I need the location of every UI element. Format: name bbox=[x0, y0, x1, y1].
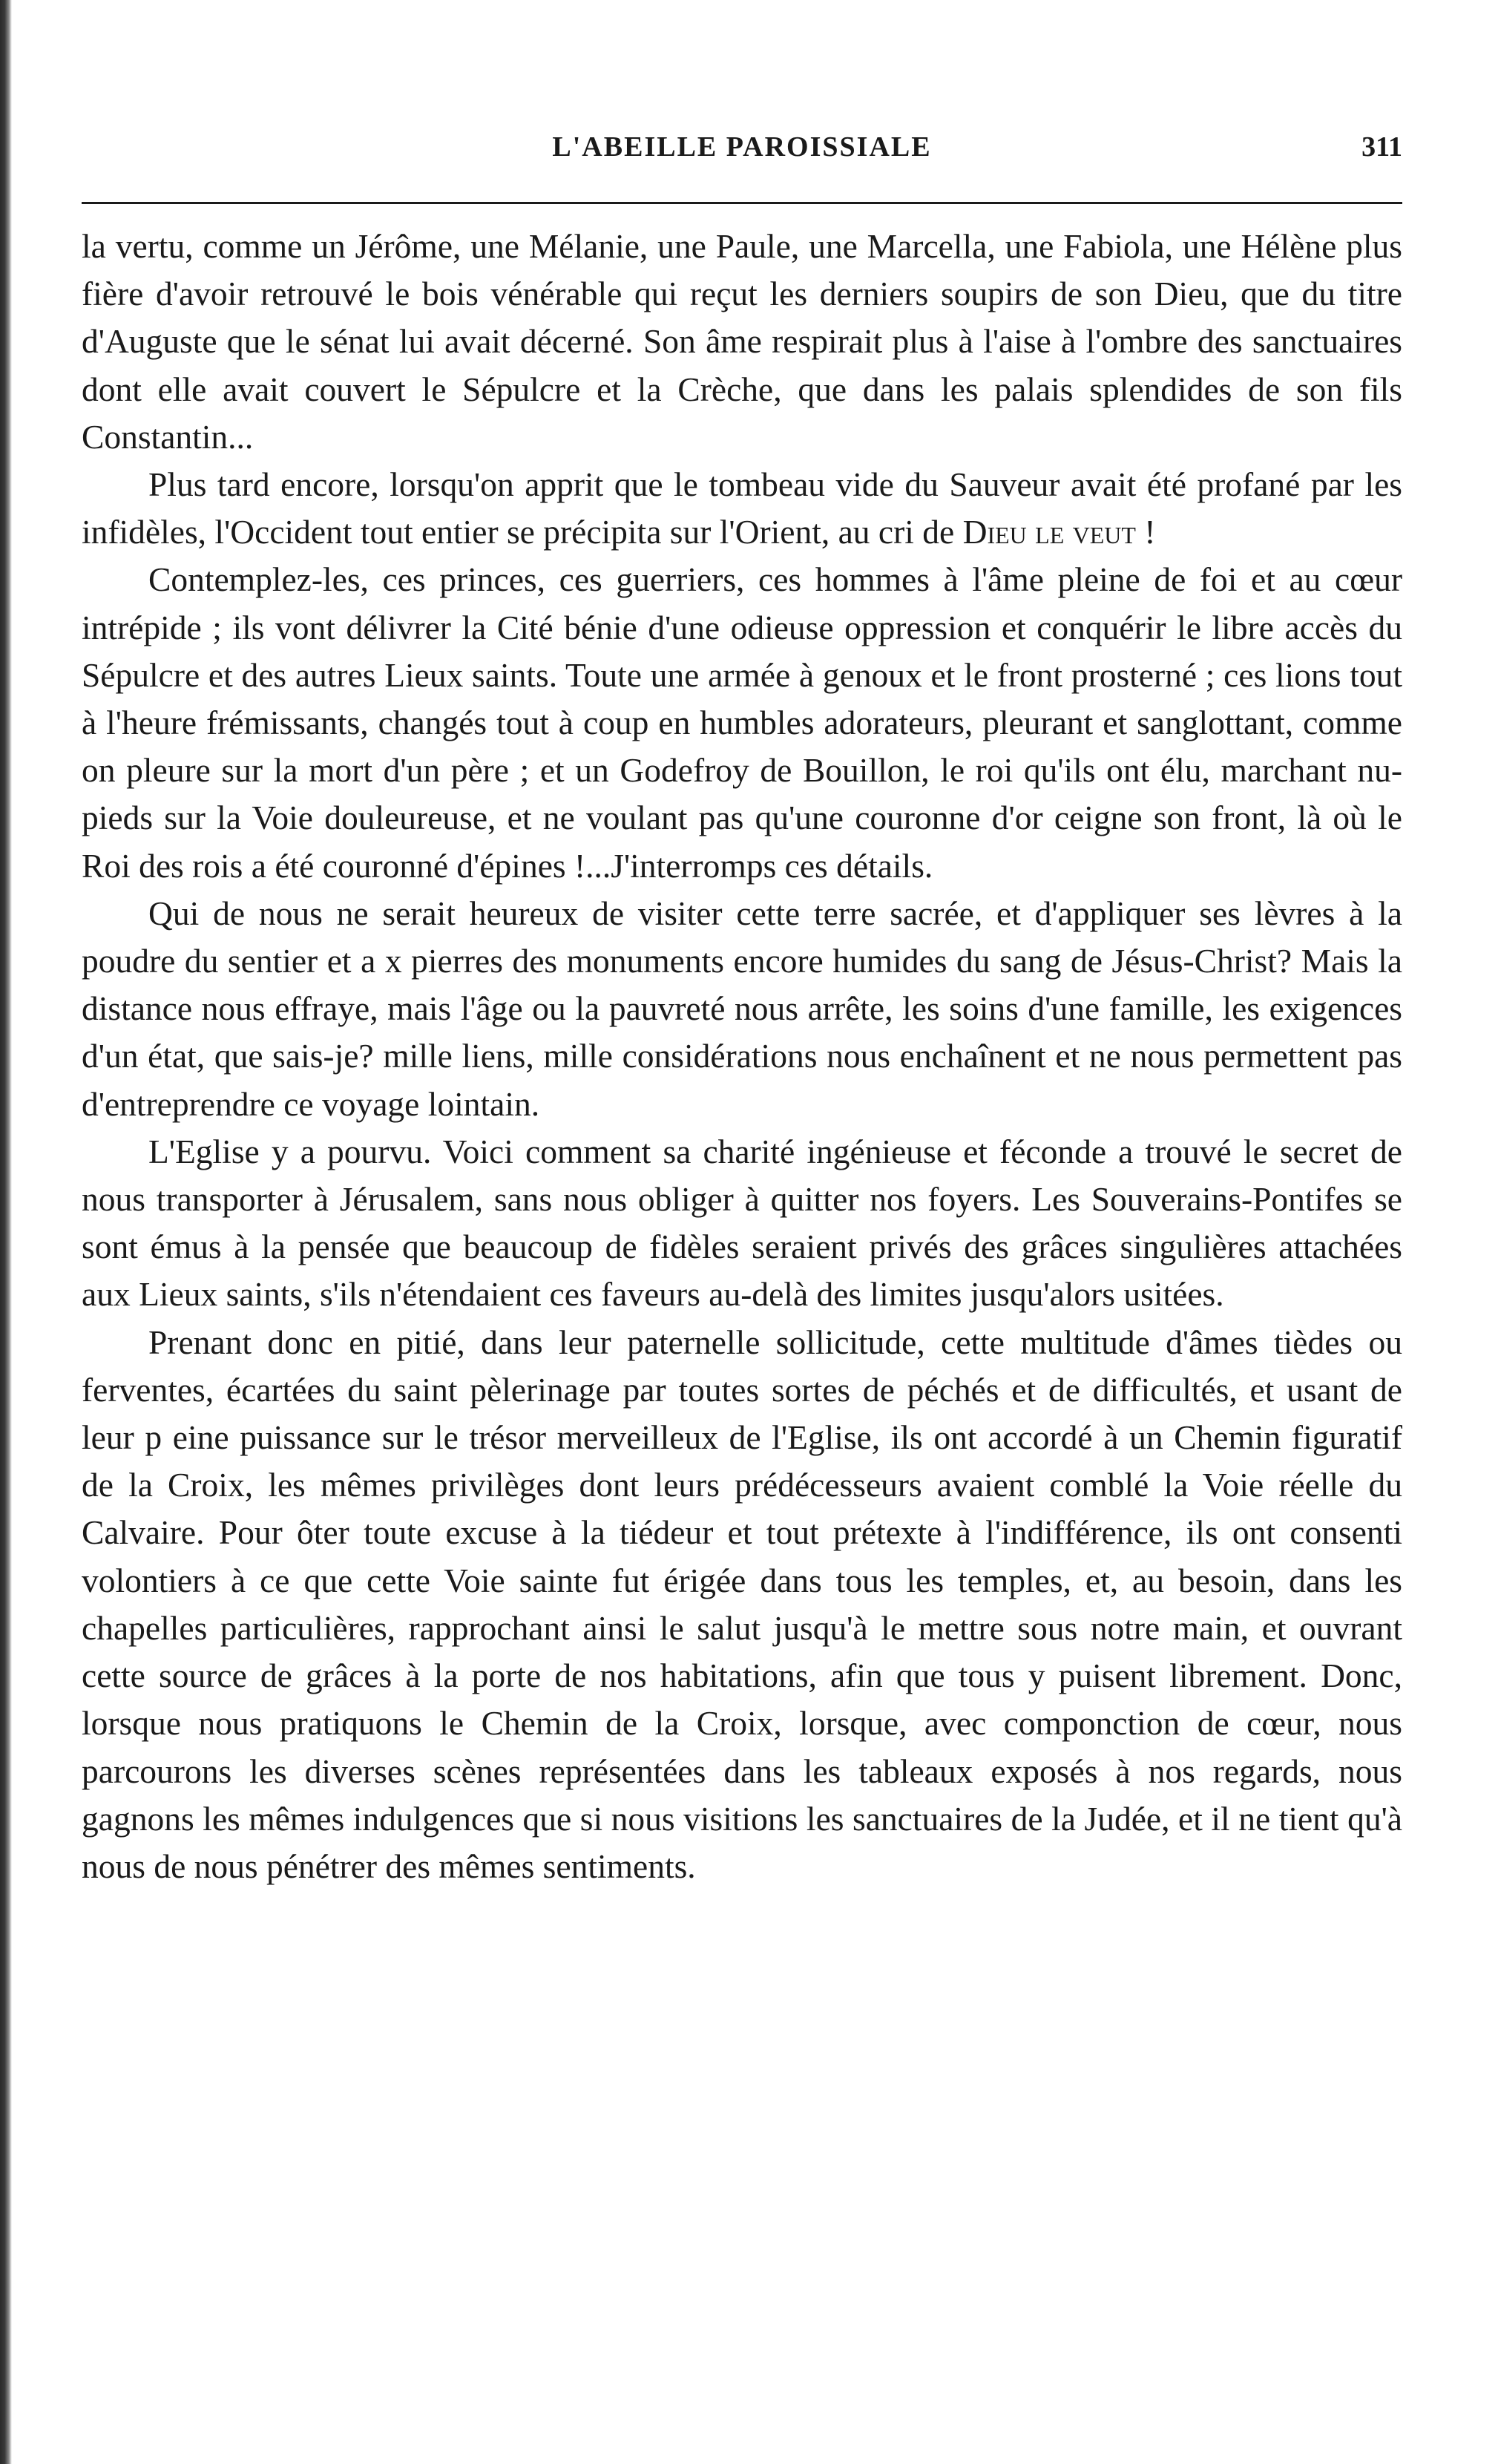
header-rule bbox=[82, 202, 1402, 204]
page-header bbox=[82, 131, 1402, 175]
paragraph-2-text: Plus tard encore, lorsqu'on apprit que le tombeau vide du Sauveur avait été profané par les infidèles, l'Occident tout entier se précipita sur l'Orient, au cri de bbox=[82, 465, 1402, 551]
running-title: L'ABEILLE PAROISSIALE bbox=[552, 131, 932, 163]
paragraph-6: Prenant donc en pitié, dans leur paternelle sollicitude, cette multitude d'âmes tièdes ou ferventes, écartées du saint pèlerinage par toutes sortes de péchés et de difficultés, et usant de leur p eine puissance sur le trésor merveilleux de l'Eglise, ils ont accordé à un Chemin figuratif de la Croix, les mêmes privilèges dont leurs prédécesseurs avaient comblé la Voie réelle du Calvaire. Pour ôter toute excuse à la tiédeur et tout prétexte à l'indifférence, ils ont consenti volontiers à ce que cette Voie sainte fut érigée dans tous les temples, et, au besoin, dans les chapelles particulières, rapprochant ainsi le salut jusqu'à le mettre sous notre main, et ouvrant cette source de grâces à la porte de nos habitations, afin que tous y puisent librement. Donc, lorsque nous pratiquons le Chemin de la Croix, lorsque, avec componction de cœur, nous parcourons les diverses scènes représentées dans les tableaux exposés à nos regards, nous gagnons les mêmes indulgences que si nous visitions les sanctuaires de la Judée, et il ne tient qu'à nous de nous pénétrer des mêmes sentiments. bbox=[82, 1323, 1402, 1885]
paragraph-1: la vertu, comme un Jérôme, une Mélanie, une Paule, une Marcella, une Fabiola, une Hélène plus fière d'avoir retrouvé le bois vénérable qui reçut les derniers soupirs de son Dieu, que du titre d'Auguste que le sénat lui avait décerné. Son âme respirait plus à l'aise à l'ombre des sanctuaires dont elle avait couvert le Sépulcre et la Crèche, que dans les palais splendides de son fils Constantin... bbox=[82, 227, 1402, 456]
body-text bbox=[82, 223, 1402, 1890]
paragraph-2-end: ! bbox=[1135, 513, 1156, 551]
paragraph-3: Contemplez-les, ces princes, ces guerriers, ces hommes à l'âme pleine de foi et au cœur intrépide ; ils vont délivrer la Cité bénie d'une odieuse oppression et conquérir le libre accès du Sépulcre et des autres Lieux saints. Toute une armée à genoux et le front prosterné ; ces lions tout à l'heure frémissants, changés tout à coup en humbles adorateurs, pleurant et sanglottant, comme on pleure sur la mort d'un père ; et un Godefroy de Bouillon, le roi qu'ils ont élu, marchant nu-pieds sur la Voie douleureuse, et ne voulant pas qu'une couronne d'or ceigne son front, là où le Roi des rois a été couronné d'épines !...J'interromps ces détails. bbox=[82, 560, 1402, 885]
paragraph-2-small-caps: Dieu le veut bbox=[962, 513, 1136, 551]
binding-edge bbox=[0, 0, 12, 2464]
paragraph-4: Qui de nous ne serait heureux de visiter cette terre sacrée, et d'appliquer ses lèvres à la poudre du sentier et a x pierres des monuments encore humides du sang de Jésus-Christ? Mais la distance nous effraye, mais l'âge ou la pauvreté nous arrête, les soins d'une famille, les exigences d'un état, que sais-je? mille liens, mille considérations nous enchaînent et ne nous permettent pas d'entreprendre ce voyage lointain. bbox=[82, 894, 1402, 1123]
paragraph-5: L'Eglise y a pourvu. Voici comment sa charité ingénieuse et féconde a trouvé le secret de nous transporter à Jérusalem, sans nous obliger à quitter nos foyers. Les Souverains-Pontifes se sont émus à la pensée que beaucoup de fidèles seraient privés des grâces singulières attachées aux Lieux saints, s'ils n'étendaient ces faveurs au-delà des limites jusqu'alors usitées. bbox=[82, 1132, 1402, 1314]
paragraph-2 bbox=[82, 461, 1402, 556]
page-number: 311 bbox=[1361, 131, 1402, 163]
